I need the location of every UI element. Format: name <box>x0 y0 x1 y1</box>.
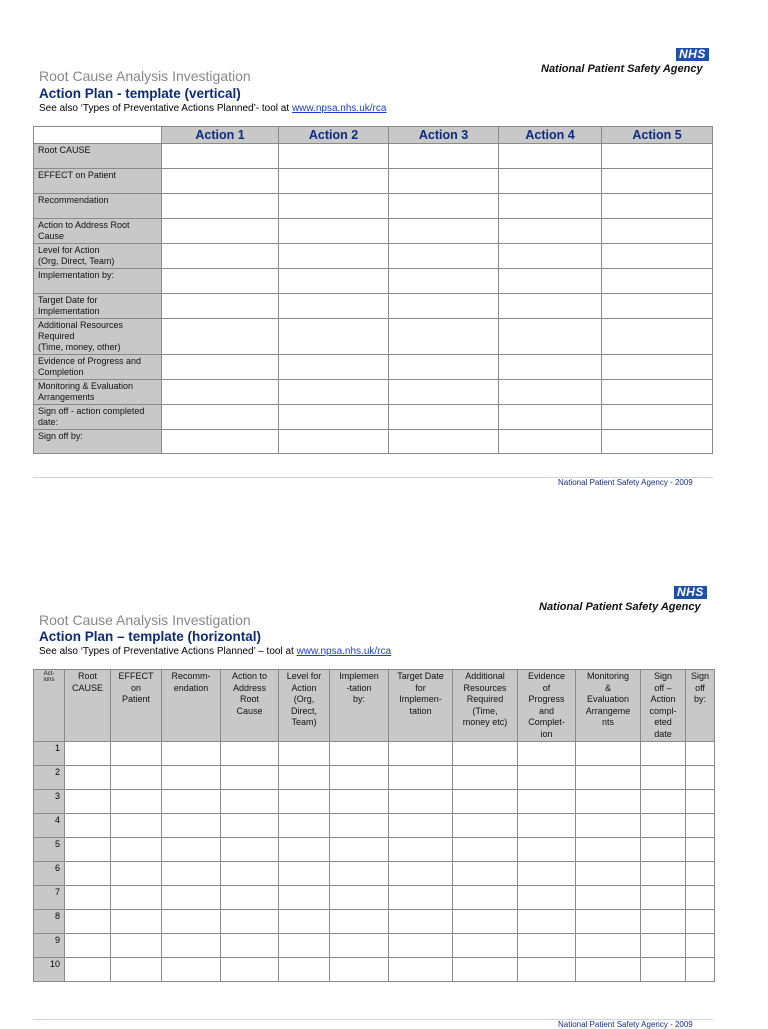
row-label: Sign off by: <box>34 430 162 454</box>
table-cell[interactable] <box>686 886 715 910</box>
rca-title: Root Cause Analysis Investigation <box>39 68 251 84</box>
table-row <box>34 380 713 405</box>
table-cell[interactable] <box>576 910 641 934</box>
table-row <box>34 405 713 430</box>
table-cell[interactable] <box>499 430 602 454</box>
table-cell[interactable] <box>389 144 499 169</box>
table-cell[interactable] <box>641 838 686 862</box>
footer-text: National Patient Safety Agency - 2009 <box>558 478 693 487</box>
see-also-prefix: See also ‘Types of Preventative Actions Planned’ – tool at <box>39 646 297 657</box>
table-cell[interactable] <box>389 862 453 886</box>
row-label: EFFECT on Patient <box>34 169 162 194</box>
row-label: Root CAUSE <box>34 144 162 169</box>
table-cell[interactable] <box>221 886 279 910</box>
row-label: Implementation by: <box>34 269 162 294</box>
table-cell[interactable] <box>279 269 389 294</box>
table-header-row <box>34 670 715 742</box>
table-cell[interactable] <box>686 910 715 934</box>
table-cell[interactable] <box>453 838 518 862</box>
table-cell[interactable] <box>518 838 576 862</box>
agency-name: National Patient Safety Agency <box>539 601 701 613</box>
table-cell[interactable] <box>330 814 389 838</box>
rca-title: Root Cause Analysis Investigation <box>39 612 251 628</box>
table-cell[interactable] <box>162 886 221 910</box>
table-row <box>34 219 713 244</box>
table-row <box>34 838 715 862</box>
table-cell[interactable] <box>389 219 499 244</box>
column-header: Action 3 <box>389 127 499 144</box>
row-label: Recommendation <box>34 194 162 219</box>
table-cell[interactable] <box>686 958 715 982</box>
table-cell[interactable] <box>453 862 518 886</box>
table-cell[interactable] <box>518 766 576 790</box>
plan-title: Action Plan - template (vertical) <box>39 86 241 101</box>
table-cell[interactable] <box>686 862 715 886</box>
table-cell[interactable] <box>111 838 162 862</box>
table-row <box>34 319 713 355</box>
table-row <box>34 766 715 790</box>
table-cell[interactable] <box>389 319 499 355</box>
table-cell[interactable] <box>389 910 453 934</box>
table-cell[interactable] <box>330 838 389 862</box>
table-cell[interactable] <box>576 790 641 814</box>
table-cell[interactable] <box>453 790 518 814</box>
table-cell[interactable] <box>602 405 713 430</box>
table-cell[interactable] <box>330 958 389 982</box>
table-cell[interactable] <box>389 355 499 380</box>
table-row <box>34 355 713 380</box>
table-cell[interactable] <box>389 886 453 910</box>
table-cell[interactable] <box>279 886 330 910</box>
table-cell[interactable] <box>162 766 221 790</box>
table-cell[interactable] <box>279 790 330 814</box>
table-row <box>34 294 713 319</box>
table-cell[interactable] <box>162 838 221 862</box>
row-number: 3 <box>34 790 65 814</box>
table-cell[interactable] <box>576 862 641 886</box>
column-header: Action 1 <box>162 127 279 144</box>
see-also-prefix: See also ‘Types of Preventative Actions Planned’- tool at <box>39 103 292 114</box>
table-cell[interactable] <box>389 430 499 454</box>
table-cell[interactable] <box>279 169 389 194</box>
table-cell[interactable] <box>518 790 576 814</box>
row-number: 7 <box>34 886 65 910</box>
table-cell[interactable] <box>576 742 641 766</box>
table-cell[interactable] <box>602 355 713 380</box>
table-row <box>34 169 713 194</box>
table-cell[interactable] <box>602 269 713 294</box>
table-cell[interactable] <box>641 814 686 838</box>
table-header-row <box>34 127 713 144</box>
column-header: Implemen -tation by: <box>330 670 389 742</box>
table-cell[interactable] <box>518 814 576 838</box>
column-header: Action to Address Root Cause <box>221 670 279 742</box>
table-cell[interactable] <box>518 742 576 766</box>
see-also-text <box>39 103 386 114</box>
table-cell[interactable] <box>389 194 499 219</box>
table-cell[interactable] <box>499 169 602 194</box>
column-header: Evidence of Progress and Complet- ion <box>518 670 576 742</box>
table-cell[interactable] <box>389 244 499 269</box>
nhs-logo: NHS <box>676 48 709 61</box>
table-cell[interactable] <box>111 742 162 766</box>
table-cell[interactable] <box>162 958 221 982</box>
table-cell[interactable] <box>499 144 602 169</box>
table-cell[interactable] <box>389 294 499 319</box>
table-cell[interactable] <box>389 405 499 430</box>
table-cell[interactable] <box>453 934 518 958</box>
table-cell[interactable] <box>162 244 279 269</box>
footer-text: National Patient Safety Agency - 2009 <box>558 1020 693 1029</box>
table-cell[interactable] <box>686 814 715 838</box>
table-cell[interactable] <box>221 790 279 814</box>
table-cell[interactable] <box>518 886 576 910</box>
row-number: 5 <box>34 838 65 862</box>
table-cell[interactable] <box>576 814 641 838</box>
table-cell[interactable] <box>641 958 686 982</box>
table-cell[interactable] <box>65 766 111 790</box>
column-header: Act- ions <box>34 670 65 742</box>
table-cell[interactable] <box>279 194 389 219</box>
table-row <box>34 886 715 910</box>
table-cell[interactable] <box>453 910 518 934</box>
table-cell[interactable] <box>602 380 713 405</box>
table-cell[interactable] <box>686 838 715 862</box>
table-cell[interactable] <box>111 958 162 982</box>
table-row <box>34 934 715 958</box>
table-cell[interactable] <box>330 766 389 790</box>
table-cell[interactable] <box>641 886 686 910</box>
npsa-link[interactable]: www.npsa.nhs.uk/rca <box>296 646 392 657</box>
table-cell[interactable] <box>279 294 389 319</box>
table-cell[interactable] <box>499 294 602 319</box>
table-cell[interactable] <box>686 766 715 790</box>
table-cell[interactable] <box>162 430 279 454</box>
table-cell[interactable] <box>389 169 499 194</box>
horizontal-action-plan-table <box>33 669 715 982</box>
table-cell[interactable] <box>65 886 111 910</box>
table-cell[interactable] <box>389 790 453 814</box>
table-cell[interactable] <box>65 790 111 814</box>
table-cell[interactable] <box>162 355 279 380</box>
column-header: Additional Resources Required (Time, money etc) <box>453 670 518 742</box>
column-header: Monitoring & Evaluation Arrangeme nts <box>576 670 641 742</box>
row-number: 8 <box>34 910 65 934</box>
table-cell[interactable] <box>279 430 389 454</box>
table-cell[interactable] <box>453 958 518 982</box>
table-cell[interactable] <box>65 838 111 862</box>
table-cell[interactable] <box>221 814 279 838</box>
table-row <box>34 244 713 269</box>
table-cell[interactable] <box>279 319 389 355</box>
table-cell[interactable] <box>279 766 330 790</box>
table-cell[interactable] <box>389 380 499 405</box>
table-row <box>34 790 715 814</box>
table-cell[interactable] <box>279 910 330 934</box>
table-cell[interactable] <box>330 910 389 934</box>
table-cell[interactable] <box>641 742 686 766</box>
vertical-action-plan-table <box>33 126 713 454</box>
table-cell[interactable] <box>453 814 518 838</box>
table-cell[interactable] <box>65 862 111 886</box>
table-cell[interactable] <box>162 910 221 934</box>
table-cell[interactable] <box>499 269 602 294</box>
table-cell[interactable] <box>518 934 576 958</box>
table-cell[interactable] <box>641 862 686 886</box>
table-cell[interactable] <box>686 790 715 814</box>
table-cell[interactable] <box>162 405 279 430</box>
table-cell[interactable] <box>111 910 162 934</box>
table-cell[interactable] <box>111 886 162 910</box>
row-label: Evidence of Progress and Completion <box>34 355 162 380</box>
row-label: Sign off - action completed date: <box>34 405 162 430</box>
table-cell[interactable] <box>65 958 111 982</box>
table-cell[interactable] <box>162 319 279 355</box>
column-header: Level for Action (Org, Direct, Team) <box>279 670 330 742</box>
column-header: EFFECT on Patient <box>111 670 162 742</box>
table-cell[interactable] <box>221 742 279 766</box>
table-cell[interactable] <box>279 380 389 405</box>
row-label: Action to Address Root Cause <box>34 219 162 244</box>
see-also-text <box>39 646 391 657</box>
table-cell[interactable] <box>162 934 221 958</box>
agency-name: National Patient Safety Agency <box>541 63 703 75</box>
row-number: 4 <box>34 814 65 838</box>
column-header: Recomm- endation <box>162 670 221 742</box>
table-cell[interactable] <box>65 742 111 766</box>
table-cell[interactable] <box>518 958 576 982</box>
table-cell[interactable] <box>576 934 641 958</box>
table-cell[interactable] <box>686 742 715 766</box>
table-cell[interactable] <box>221 838 279 862</box>
table-cell[interactable] <box>162 294 279 319</box>
table-cell[interactable] <box>389 814 453 838</box>
column-header: Sign off – Action compl- eted date <box>641 670 686 742</box>
table-cell[interactable] <box>279 814 330 838</box>
table-cell[interactable] <box>221 766 279 790</box>
table-cell[interactable] <box>453 742 518 766</box>
table-cell[interactable] <box>576 958 641 982</box>
table-row <box>34 910 715 934</box>
table-cell[interactable] <box>111 766 162 790</box>
table-cell[interactable] <box>221 862 279 886</box>
npsa-link[interactable]: www.npsa.nhs.uk/rca <box>291 103 387 114</box>
table-cell[interactable] <box>641 934 686 958</box>
table-cell[interactable] <box>221 958 279 982</box>
table-cell[interactable] <box>499 319 602 355</box>
row-label: Level for Action (Org, Direct, Team) <box>34 244 162 269</box>
table-cell[interactable] <box>576 838 641 862</box>
table-cell[interactable] <box>162 144 279 169</box>
header-corner <box>34 127 162 144</box>
table-cell[interactable] <box>279 219 389 244</box>
table-cell[interactable] <box>330 790 389 814</box>
table-cell[interactable] <box>279 742 330 766</box>
table-cell[interactable] <box>162 814 221 838</box>
table-cell[interactable] <box>330 862 389 886</box>
table-cell[interactable] <box>279 934 330 958</box>
table-row <box>34 430 713 454</box>
table-cell[interactable] <box>453 886 518 910</box>
table-cell[interactable] <box>221 934 279 958</box>
table-cell[interactable] <box>602 144 713 169</box>
table-cell[interactable] <box>499 380 602 405</box>
table-cell[interactable] <box>162 742 221 766</box>
table-cell[interactable] <box>279 355 389 380</box>
table-row <box>34 194 713 219</box>
table-cell[interactable] <box>111 814 162 838</box>
table-cell[interactable] <box>518 862 576 886</box>
table-cell[interactable] <box>65 814 111 838</box>
table-cell[interactable] <box>162 219 279 244</box>
table-cell[interactable] <box>279 244 389 269</box>
table-row <box>34 958 715 982</box>
table-cell[interactable] <box>602 219 713 244</box>
nhs-logo: NHS <box>674 586 707 599</box>
table-row <box>34 144 713 169</box>
table-cell[interactable] <box>602 319 713 355</box>
column-header: Sign off by: <box>686 670 715 742</box>
table-row <box>34 742 715 766</box>
table-cell[interactable] <box>602 430 713 454</box>
table-cell[interactable] <box>111 862 162 886</box>
table-cell[interactable] <box>453 766 518 790</box>
table-cell[interactable] <box>499 244 602 269</box>
table-cell[interactable] <box>499 194 602 219</box>
table-cell[interactable] <box>279 958 330 982</box>
table-cell[interactable] <box>330 742 389 766</box>
table-cell[interactable] <box>686 934 715 958</box>
table-cell[interactable] <box>279 144 389 169</box>
row-number: 10 <box>34 958 65 982</box>
table-cell[interactable] <box>641 766 686 790</box>
table-cell[interactable] <box>389 934 453 958</box>
table-cell[interactable] <box>499 219 602 244</box>
row-number: 2 <box>34 766 65 790</box>
column-header: Action 5 <box>602 127 713 144</box>
table-row <box>34 269 713 294</box>
table-cell[interactable] <box>279 405 389 430</box>
row-label: Additional Resources Required (Time, money, other) <box>34 319 162 355</box>
table-cell[interactable] <box>389 838 453 862</box>
table-cell[interactable] <box>330 886 389 910</box>
table-cell[interactable] <box>389 766 453 790</box>
column-header: Action 4 <box>499 127 602 144</box>
table-cell[interactable] <box>162 169 279 194</box>
table-cell[interactable] <box>162 790 221 814</box>
table-cell[interactable] <box>499 355 602 380</box>
table-cell[interactable] <box>279 862 330 886</box>
table-cell[interactable] <box>162 380 279 405</box>
table-cell[interactable] <box>279 838 330 862</box>
table-cell[interactable] <box>518 910 576 934</box>
plan-title: Action Plan – template (horizontal) <box>39 629 262 644</box>
table-cell[interactable] <box>162 269 279 294</box>
row-number: 6 <box>34 862 65 886</box>
column-header: Root CAUSE <box>65 670 111 742</box>
row-label: Target Date for Implementation <box>34 294 162 319</box>
table-cell[interactable] <box>576 766 641 790</box>
table-cell[interactable] <box>389 958 453 982</box>
table-cell[interactable] <box>602 194 713 219</box>
table-cell[interactable] <box>602 244 713 269</box>
table-cell[interactable] <box>162 862 221 886</box>
table-cell[interactable] <box>389 269 499 294</box>
row-number: 9 <box>34 934 65 958</box>
table-cell[interactable] <box>111 790 162 814</box>
table-cell[interactable] <box>389 742 453 766</box>
table-cell[interactable] <box>641 910 686 934</box>
column-header: Action 2 <box>279 127 389 144</box>
table-cell[interactable] <box>330 934 389 958</box>
table-row <box>34 862 715 886</box>
table-cell[interactable] <box>65 934 111 958</box>
table-cell[interactable] <box>65 910 111 934</box>
table-cell[interactable] <box>162 194 279 219</box>
table-cell[interactable] <box>602 294 713 319</box>
row-label: Monitoring & Evaluation Arrangements <box>34 380 162 405</box>
table-cell[interactable] <box>576 886 641 910</box>
table-row <box>34 814 715 838</box>
column-header: Target Date for Implemen- tation <box>389 670 453 742</box>
table-cell[interactable] <box>221 910 279 934</box>
table-cell[interactable] <box>641 790 686 814</box>
table-cell[interactable] <box>499 405 602 430</box>
table-cell[interactable] <box>111 934 162 958</box>
row-number: 1 <box>34 742 65 766</box>
table-cell[interactable] <box>602 169 713 194</box>
